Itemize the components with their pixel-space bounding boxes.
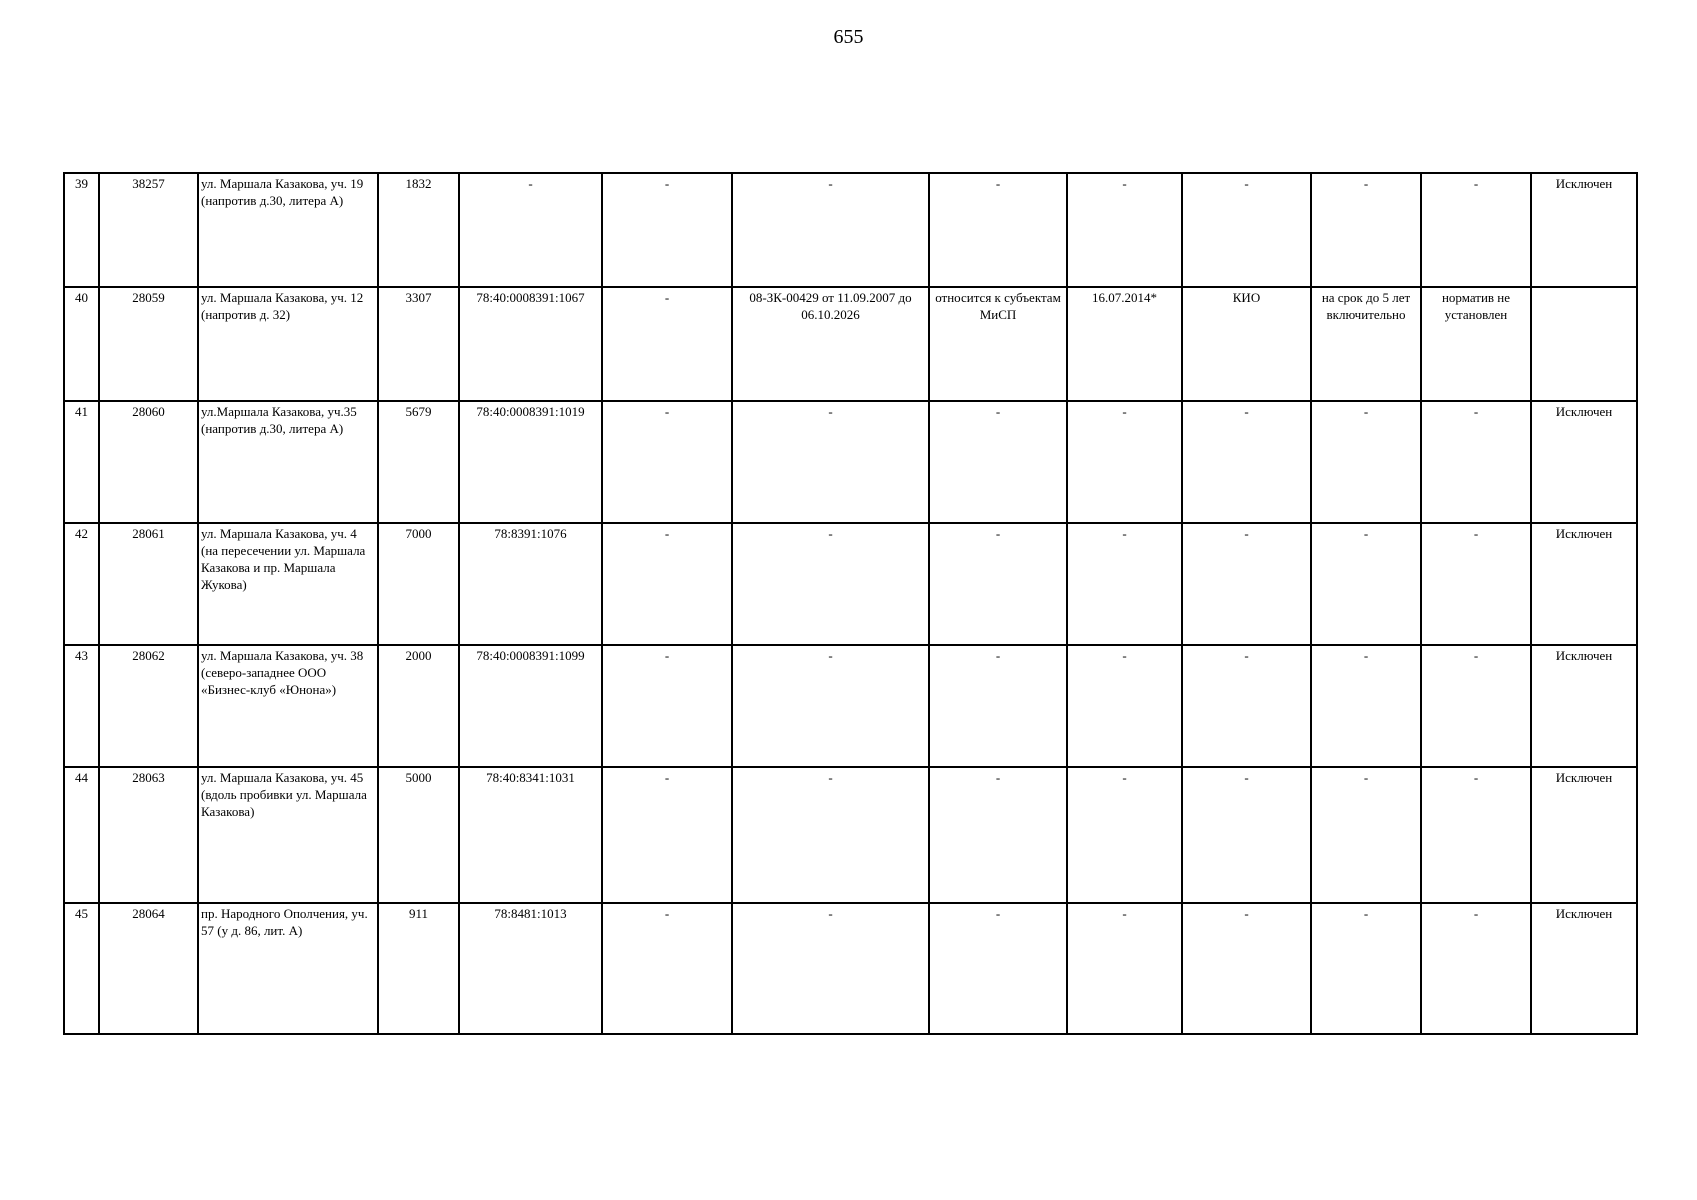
table-row <box>64 173 1637 287</box>
row-number: 40 <box>64 287 99 401</box>
plot-address: ул. Маршала Казакова, уч. 45 (вдоль пробивки ул. Маршала Казакова) <box>198 767 378 903</box>
plot-area: 911 <box>378 903 459 1034</box>
norm: норматив не установлен <box>1421 287 1531 401</box>
contract-info: 08-ЗК-00429 от 11.09.2007 до 06.10.2026 <box>732 287 929 401</box>
table-row <box>64 523 1637 645</box>
row-number: 45 <box>64 903 99 1034</box>
norm: - <box>1421 645 1531 767</box>
authority: - <box>1182 645 1311 767</box>
plot-area: 2000 <box>378 645 459 767</box>
table-row <box>64 401 1637 523</box>
inclusion-date: - <box>1067 645 1182 767</box>
cadastral-number: 78:8391:1076 <box>459 523 602 645</box>
column-6-value: - <box>602 645 732 767</box>
lease-term: - <box>1311 401 1421 523</box>
status: Исключен <box>1531 401 1637 523</box>
lease-term: - <box>1311 523 1421 645</box>
row-number: 41 <box>64 401 99 523</box>
plot-address: ул. Маршала Казакова, уч. 4 (на пересечении ул. Маршала Казакова и пр. Маршала Жукова) <box>198 523 378 645</box>
row-number: 44 <box>64 767 99 903</box>
status: Исключен <box>1531 173 1637 287</box>
cadastral-number: 78:40:8341:1031 <box>459 767 602 903</box>
column-6-value: - <box>602 903 732 1034</box>
status: Исключен <box>1531 767 1637 903</box>
plot-area: 3307 <box>378 287 459 401</box>
plot-code: 28063 <box>99 767 198 903</box>
plot-code: 28059 <box>99 287 198 401</box>
inclusion-date: - <box>1067 767 1182 903</box>
contract-info: - <box>732 401 929 523</box>
plot-area: 7000 <box>378 523 459 645</box>
plot-address: пр. Народного Ополчения, уч. 57 (у д. 86, лит. А) <box>198 903 378 1034</box>
row-number: 42 <box>64 523 99 645</box>
cadastral-number: - <box>459 173 602 287</box>
plot-address: ул.Маршала Казакова, уч.35 (напротив д.30, литера А) <box>198 401 378 523</box>
cadastral-number: 78:40:0008391:1099 <box>459 645 602 767</box>
authority: - <box>1182 767 1311 903</box>
authority: КИО <box>1182 287 1311 401</box>
table-row <box>64 903 1637 1034</box>
norm: - <box>1421 523 1531 645</box>
table-row <box>64 767 1637 903</box>
status: Исключен <box>1531 645 1637 767</box>
cadastral-number: 78:40:0008391:1019 <box>459 401 602 523</box>
authority: - <box>1182 523 1311 645</box>
lease-term: - <box>1311 645 1421 767</box>
table-row <box>64 287 1637 401</box>
plot-code: 28061 <box>99 523 198 645</box>
plot-area: 5000 <box>378 767 459 903</box>
column-6-value: - <box>602 173 732 287</box>
lease-term: - <box>1311 903 1421 1034</box>
inclusion-date: - <box>1067 903 1182 1034</box>
plot-area: 5679 <box>378 401 459 523</box>
plot-address: ул. Маршала Казакова, уч. 19 (напротив д.30, литера А) <box>198 173 378 287</box>
authority: - <box>1182 401 1311 523</box>
inclusion-date: - <box>1067 523 1182 645</box>
column-6-value: - <box>602 287 732 401</box>
table-row <box>64 645 1637 767</box>
norm: - <box>1421 401 1531 523</box>
lease-term: - <box>1311 767 1421 903</box>
lease-term: - <box>1311 173 1421 287</box>
authority: - <box>1182 903 1311 1034</box>
sme-category: - <box>929 173 1067 287</box>
lease-term: на срок до 5 лет включительно <box>1311 287 1421 401</box>
page-number: 655 <box>833 26 864 48</box>
plot-code: 28064 <box>99 903 198 1034</box>
contract-info: - <box>732 523 929 645</box>
land-plot-register-table <box>63 172 1638 1035</box>
sme-category: - <box>929 523 1067 645</box>
column-6-value: - <box>602 767 732 903</box>
plot-address: ул. Маршала Казакова, уч. 12 (напротив д. 32) <box>198 287 378 401</box>
sme-category: относится к субъектам МиСП <box>929 287 1067 401</box>
cadastral-number: 78:8481:1013 <box>459 903 602 1034</box>
plot-area: 1832 <box>378 173 459 287</box>
inclusion-date: - <box>1067 401 1182 523</box>
contract-info: - <box>732 767 929 903</box>
plot-code: 28060 <box>99 401 198 523</box>
row-number: 43 <box>64 645 99 767</box>
contract-info: - <box>732 645 929 767</box>
norm: - <box>1421 903 1531 1034</box>
plot-address: ул. Маршала Казакова, уч. 38 (северо-западнее ООО «Бизнес-клуб «Юнона») <box>198 645 378 767</box>
norm: - <box>1421 173 1531 287</box>
sme-category: - <box>929 401 1067 523</box>
status: Исключен <box>1531 523 1637 645</box>
inclusion-date: - <box>1067 173 1182 287</box>
norm: - <box>1421 767 1531 903</box>
sme-category: - <box>929 645 1067 767</box>
column-6-value: - <box>602 523 732 645</box>
contract-info: - <box>732 903 929 1034</box>
cadastral-number: 78:40:0008391:1067 <box>459 287 602 401</box>
sme-category: - <box>929 767 1067 903</box>
inclusion-date: 16.07.2014* <box>1067 287 1182 401</box>
status <box>1531 287 1637 401</box>
plot-code: 38257 <box>99 173 198 287</box>
sme-category: - <box>929 903 1067 1034</box>
column-6-value: - <box>602 401 732 523</box>
authority: - <box>1182 173 1311 287</box>
plot-code: 28062 <box>99 645 198 767</box>
contract-info: - <box>732 173 929 287</box>
row-number: 39 <box>64 173 99 287</box>
status: Исключен <box>1531 903 1637 1034</box>
